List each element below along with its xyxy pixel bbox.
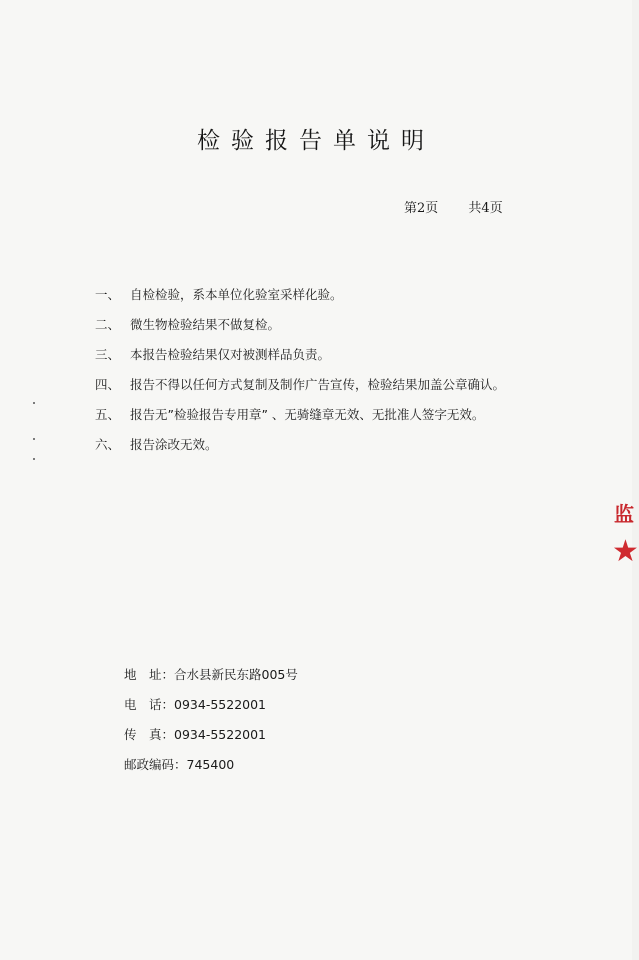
phone-row	[124, 690, 524, 720]
note-number: 四、	[95, 377, 121, 392]
contact-info	[124, 660, 524, 780]
page-number	[404, 197, 503, 216]
phone-label: 电 话：	[124, 697, 175, 712]
note-text: 报告不得以任何方式复制及制作广告宣传，检验结果加盖公章确认。	[130, 377, 506, 392]
fax-value: 0934-5522001	[174, 727, 267, 742]
postcode-value: 745400	[186, 757, 235, 772]
address-value: 合水县新民东路005号	[174, 667, 298, 682]
seal-stamp-fragment	[612, 490, 639, 610]
note-number: 二、	[95, 317, 121, 332]
star-icon: ★	[612, 534, 639, 569]
stamp-text: 监	[614, 502, 634, 526]
page-title: 检验报告单说明	[197, 128, 435, 154]
postcode-row	[124, 750, 524, 780]
note-text: 报告无”检验报告专用章” 、无骑缝章无效、无批准人签字无效。	[130, 407, 485, 422]
fax-label: 传 真：	[124, 727, 175, 742]
notes-list	[95, 280, 615, 460]
note-item	[95, 280, 615, 310]
scan-dot	[33, 402, 35, 404]
total-pages: 共4页	[468, 201, 503, 216]
note-text: 报告涂改无效。	[130, 437, 218, 452]
phone-value: 0934-5522001	[174, 697, 267, 712]
note-number: 六、	[95, 437, 121, 452]
note-item	[95, 370, 615, 400]
note-item	[95, 310, 615, 340]
fax-row	[124, 720, 524, 750]
postcode-label: 邮政编码：	[124, 757, 187, 772]
note-text: 微生物检验结果不做复检。	[130, 317, 281, 332]
address-label: 地 址：	[124, 667, 175, 682]
note-number: 三、	[95, 347, 121, 362]
note-item	[95, 340, 615, 370]
scan-dot	[33, 438, 35, 440]
note-item	[95, 430, 615, 460]
note-text: 自检检验，系本单位化验室采样化验。	[130, 287, 343, 302]
current-page: 第2页	[404, 201, 439, 216]
note-item	[95, 400, 615, 430]
note-number: 五、	[95, 407, 121, 422]
note-text: 本报告检验结果仅对被测样品负责。	[130, 347, 331, 362]
address-row	[124, 660, 524, 690]
scan-dot	[33, 458, 35, 460]
note-number: 一、	[95, 287, 121, 302]
